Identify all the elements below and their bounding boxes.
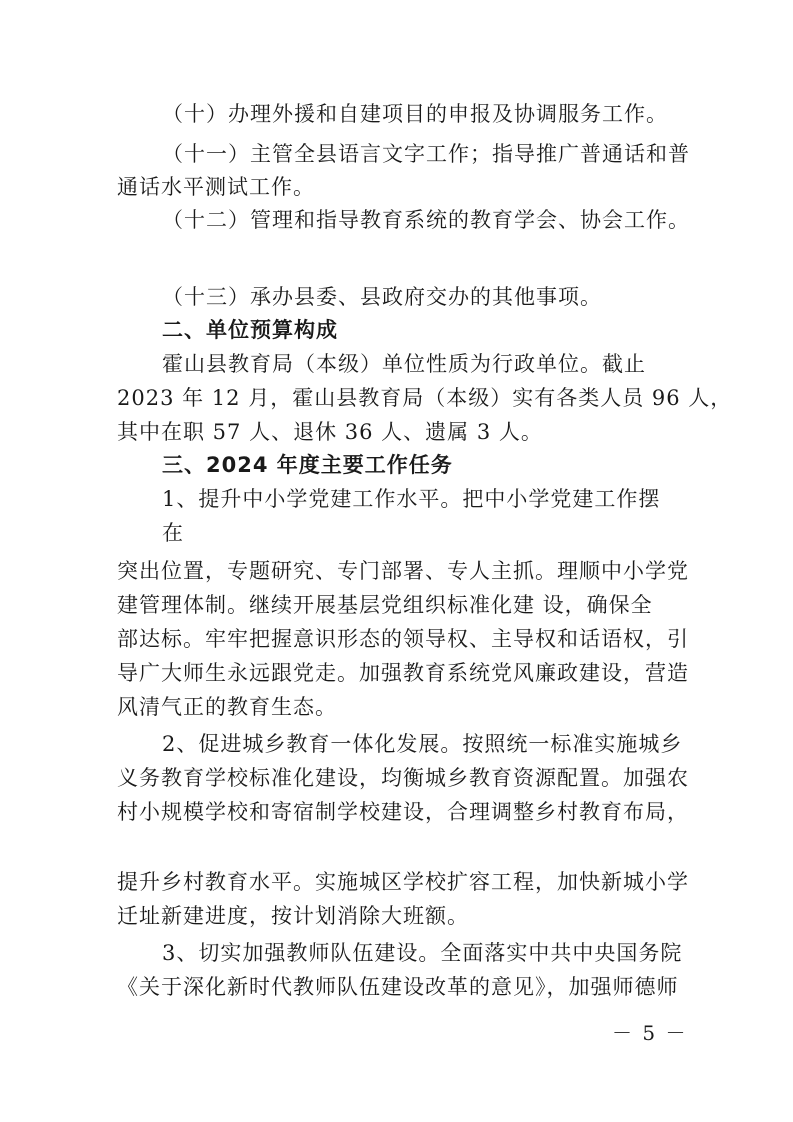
text-line-20: 迁址新建进度，按计划消除大班额。 [117,904,469,928]
text-line-22: 《关于深化新时代教师队伍建设改革的意见》，加强师德师 [117,975,679,999]
text-line-6: 霍山县教育局（本级）单位性质为行政单位。截止 [162,352,646,376]
text-line-5: （十三）承办县委、县政府交办的其他事项。 [162,285,602,309]
text-line-17: 义务教育学校标准化建设，均衡城乡教育资源配置。加强农 [117,766,689,790]
text-line-16: 2、促进城乡教育一体化发展。按照统一标准实施城乡 [162,732,683,756]
text-line-3: 通话水平测试工作。 [117,175,315,199]
text-line-13: 部达标。牢牢把握意识形态的领导权、主导权和话语权，引 [117,627,689,651]
text-line-4: （十二）管理和指导教育系统的教育学会、协会工作。 [162,208,690,232]
text-line-19: 提升乡村教育水平。实施城区学校扩容工程，加快新城小学 [117,870,689,894]
text-line-15: 风清气正的教育生态。 [117,695,337,719]
text-line-2: （十一）主管全县语言文字工作；指导推广普通话和普 [162,142,690,166]
section-heading-3: 三、2024 年度主要工作任务 [162,453,453,477]
text-line-18: 村小规模学校和寄宿制学校建设，合理调整乡村教育布局， [117,800,689,824]
text-line-9: 1、提升中小学党建工作水平。把中小学党建工作摆 [162,487,661,511]
text-line-1: （十）办理外援和自建项目的申报及协调服务工作。 [162,102,668,126]
text-line-14: 导广大师生永远跟党走。加强教育系统党风廉政建设，营造 [117,661,689,685]
section-heading-2: 二、单位预算构成 [162,318,338,342]
text-line-10: 在 [162,521,184,545]
text-line-12: 建管理体制。继续开展基层党组织标准化建 设，确保全 [117,593,653,617]
text-line-8: 其中在职 57 人、退休 36 人、遗属 3 人。 [117,420,543,444]
page-number: － 5 － [612,1021,688,1045]
text-line-7: 2023 年 12 月，霍山县教育局（本级）实有各类人员 96 人， [117,386,733,410]
text-line-21: 3、切实加强教师队伍建设。全面落实中共中央国务院 [162,941,683,965]
text-line-11: 突出位置，专题研究、专门部署、专人主抓。理顺中小学党 [117,559,689,583]
